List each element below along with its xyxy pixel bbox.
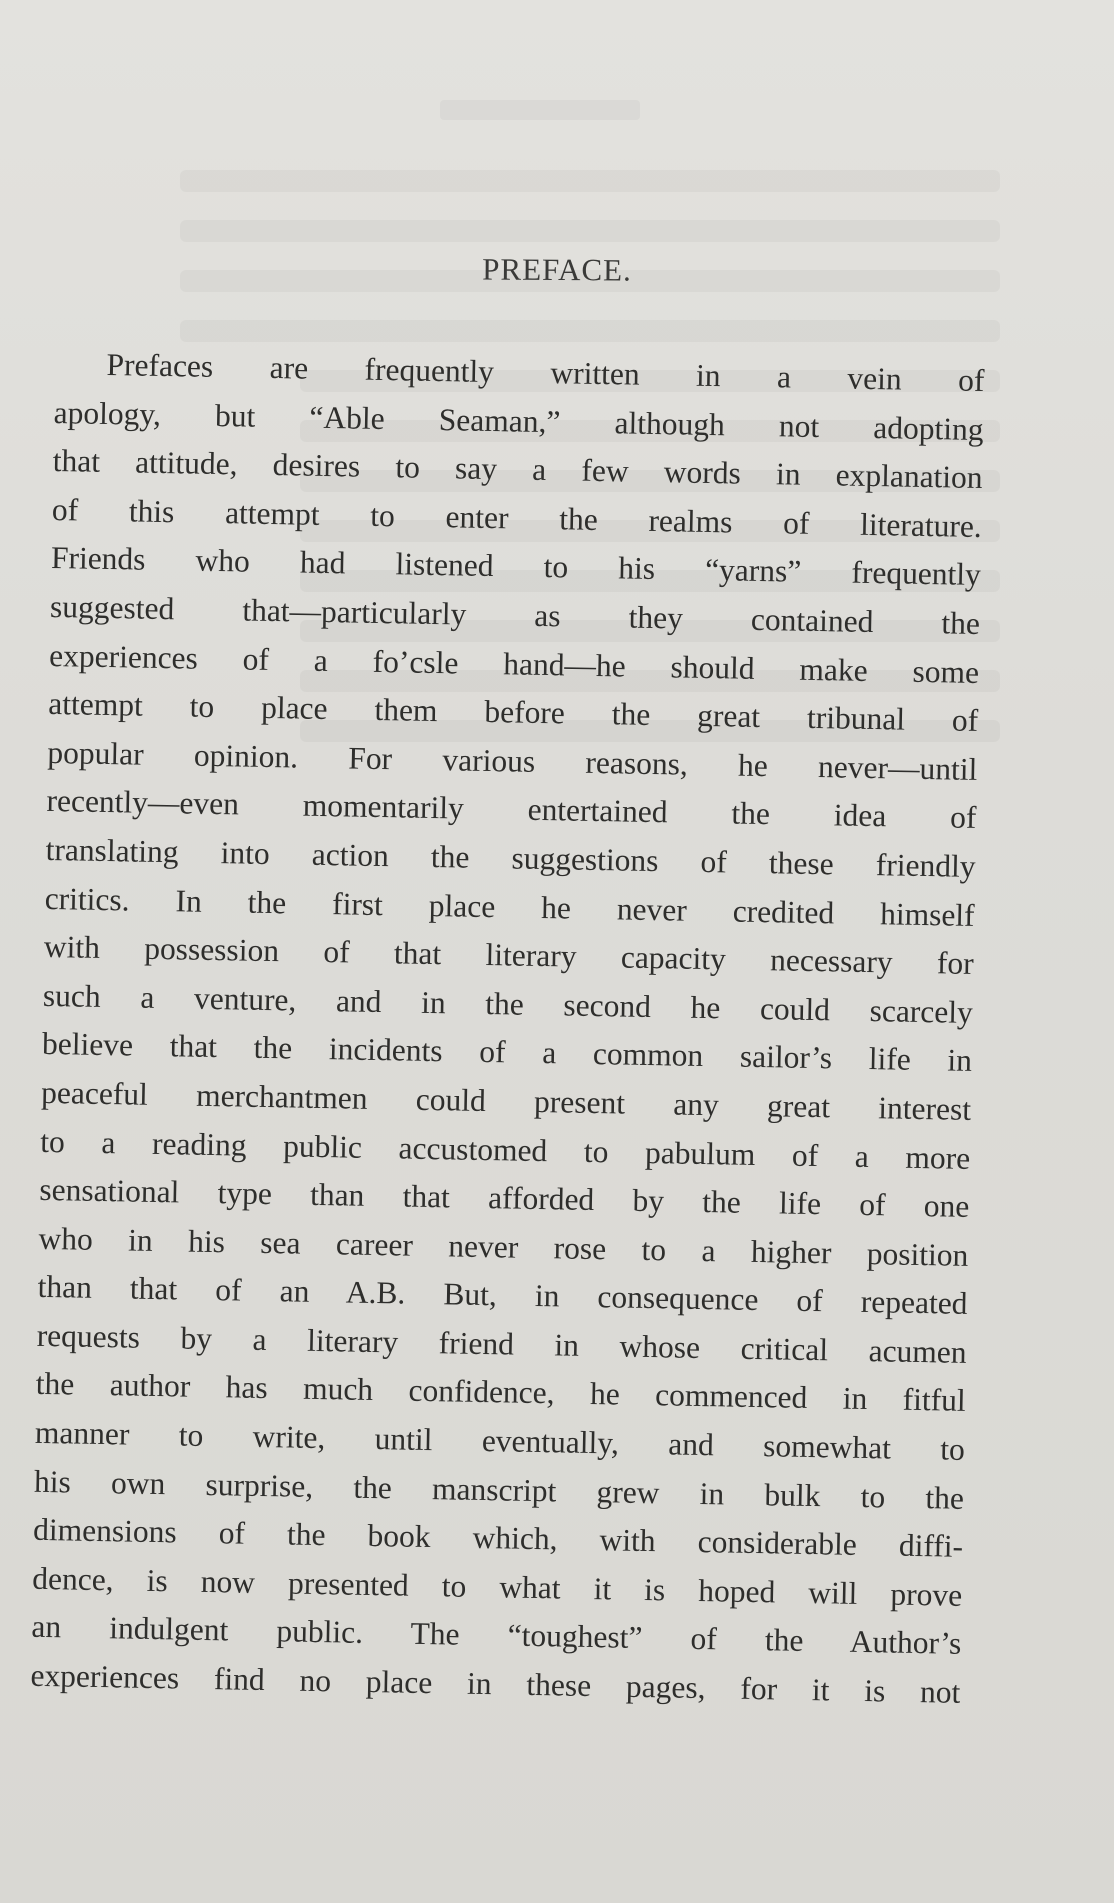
text-line: experiences of a fo’csle hand—he should make some <box>48 637 980 690</box>
text-line: the author has much confidence, he commenced in fitful <box>35 1366 967 1419</box>
text-line: with possession of that literary capacity necessary for <box>43 929 975 982</box>
text-line: attempt to place them before the great tribunal of <box>48 686 979 739</box>
text-line: recently—even momentarily entertained the idea of <box>46 783 977 836</box>
text-line: suggested that—particularly as they contained the <box>49 588 981 641</box>
text-line: experiences find no place in these pages, for it is not <box>30 1657 961 1710</box>
text-line: requests by a literary friend in whose critical acumen <box>36 1317 967 1370</box>
text-line: translating into action the suggestions of these friendly <box>45 831 976 884</box>
preface-body <box>30 340 985 1717</box>
text-line: that attitude, desires to say a few words in explanation <box>52 443 983 496</box>
text-line: dimensions of the book which, with considerable diffi- <box>32 1512 964 1565</box>
text-line: popular opinion. For various reasons, he never—until <box>47 734 978 787</box>
text-line: than that of an A.B. But, in consequence of repeated <box>37 1269 968 1322</box>
text-line: believe that the incidents of a common sailor’s life in <box>41 1026 973 1079</box>
text-line: sensational type than that afforded by the life of one <box>39 1171 970 1224</box>
text-line: peaceful merchantmen could present any great interest <box>40 1074 972 1127</box>
text-line: such a venture, and in the second he could scarcely <box>42 977 974 1030</box>
text-line: manner to write, until eventually, and somewhat to <box>34 1414 966 1467</box>
text-line: apology, but “Able Seaman,” although not adopting <box>53 394 984 447</box>
text-line: critics. In the first place he never credited himself <box>44 880 975 933</box>
text-line: who in his sea career never rose to a higher position <box>38 1220 969 1273</box>
text-line: to a reading public accustomed to pabulum of a more <box>40 1123 971 1176</box>
text-line: dence, is now presented to what it is hoped will prove <box>31 1560 963 1613</box>
text-line: his own surprise, the manscript grew in bulk to the <box>33 1463 965 1516</box>
text-line: of this attempt to enter the realms of literature. <box>51 491 983 544</box>
page-title: PREFACE. <box>482 251 632 288</box>
text-line: Prefaces are frequently written in a vein of <box>106 346 985 399</box>
text-line: an indulgent public. The “toughest” of the Author’s <box>31 1609 962 1662</box>
text-line: Friends who had listened to his “yarns” frequently <box>50 540 982 593</box>
